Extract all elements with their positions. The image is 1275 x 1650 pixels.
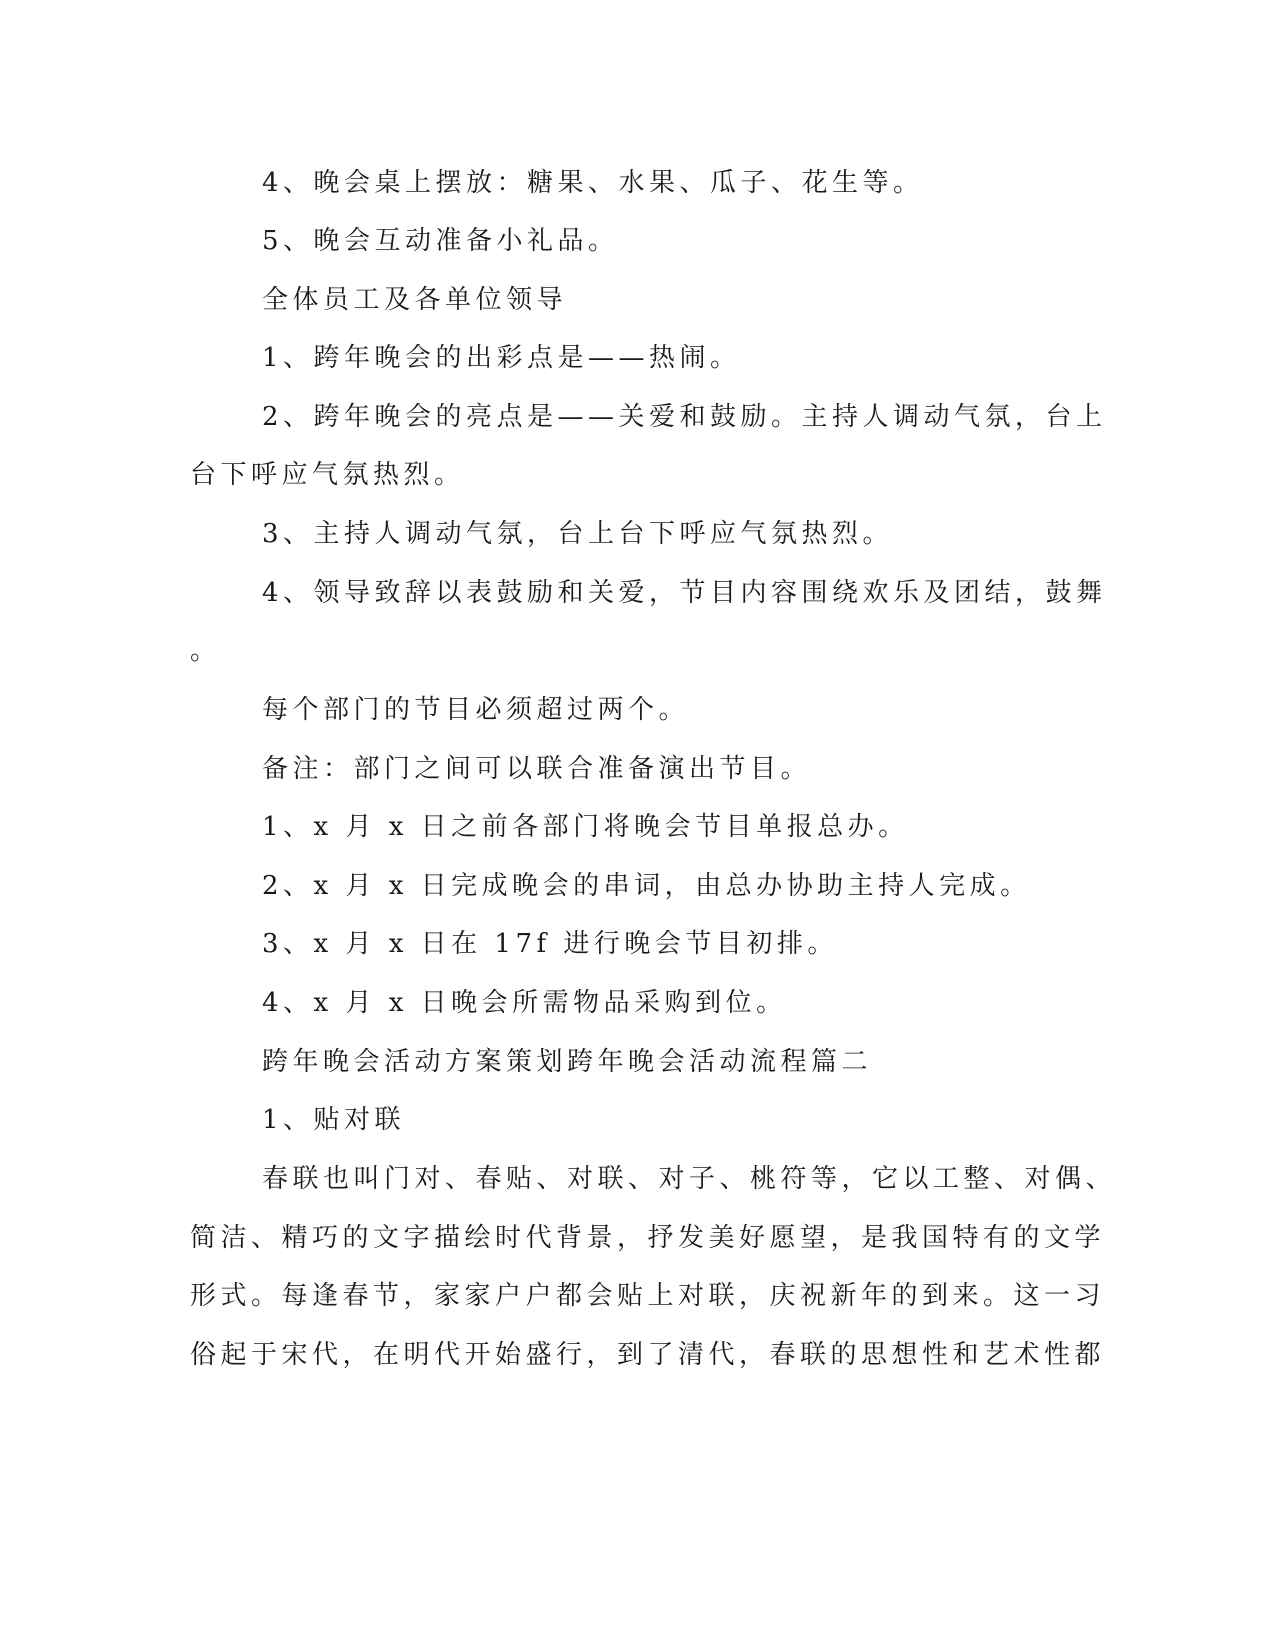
list-item: 5、晚会互动准备小礼品。 <box>262 226 619 256</box>
section-heading: 跨年晚会活动方案策划跨年晚会活动流程篇二 <box>262 1047 873 1077</box>
note-paragraph: 备注：部门之间可以联合准备演出节目。 <box>262 754 812 784</box>
list-item: 2、跨年晚会的亮点是——关爱和鼓励。主持人调动气氛，台上 <box>262 402 1107 432</box>
list-item: 4、x 月 x 日晚会所需物品采购到位。 <box>262 988 787 1018</box>
paragraph-line: 简洁、精巧的文字描绘时代背景，抒发美好愿望，是我国特有的文学 <box>190 1223 1106 1253</box>
list-item: 1、贴对联 <box>262 1105 406 1135</box>
paragraph-line: 春联也叫门对、春贴、对联、对子、桃符等，它以工整、对偶、 <box>262 1164 1117 1194</box>
list-item: 1、跨年晚会的出彩点是——热闹。 <box>262 343 741 373</box>
paragraph-line: 形式。每逢春节，家家户户都会贴上对联，庆祝新年的到来。这一习 <box>190 1281 1106 1311</box>
section-heading: 全体员工及各单位领导 <box>262 285 568 315</box>
paragraph-line: 俗起于宋代，在明代开始盛行，到了清代，春联的思想性和艺术性都 <box>190 1340 1106 1370</box>
list-item: 3、x 月 x 日在 17f 进行晚会节目初排。 <box>262 929 838 959</box>
list-item: 3、主持人调动气氛，台上台下呼应气氛热烈。 <box>262 519 894 549</box>
list-item: 1、x 月 x 日之前各部门将晚会节目单报总办。 <box>262 812 909 842</box>
list-item-continuation: 台下呼应气氛热烈。 <box>190 460 465 490</box>
paragraph: 每个部门的节目必须超过两个。 <box>262 695 690 725</box>
list-item: 4、领导致辞以表鼓励和关爱，节目内容围绕欢乐及团结，鼓舞 <box>262 578 1107 608</box>
list-item-continuation: 。 <box>190 636 221 666</box>
list-item: 2、x 月 x 日完成晚会的串词，由总办协助主持人完成。 <box>262 871 1031 901</box>
list-item: 4、晚会桌上摆放：糖果、水果、瓜子、花生等。 <box>262 168 924 198</box>
